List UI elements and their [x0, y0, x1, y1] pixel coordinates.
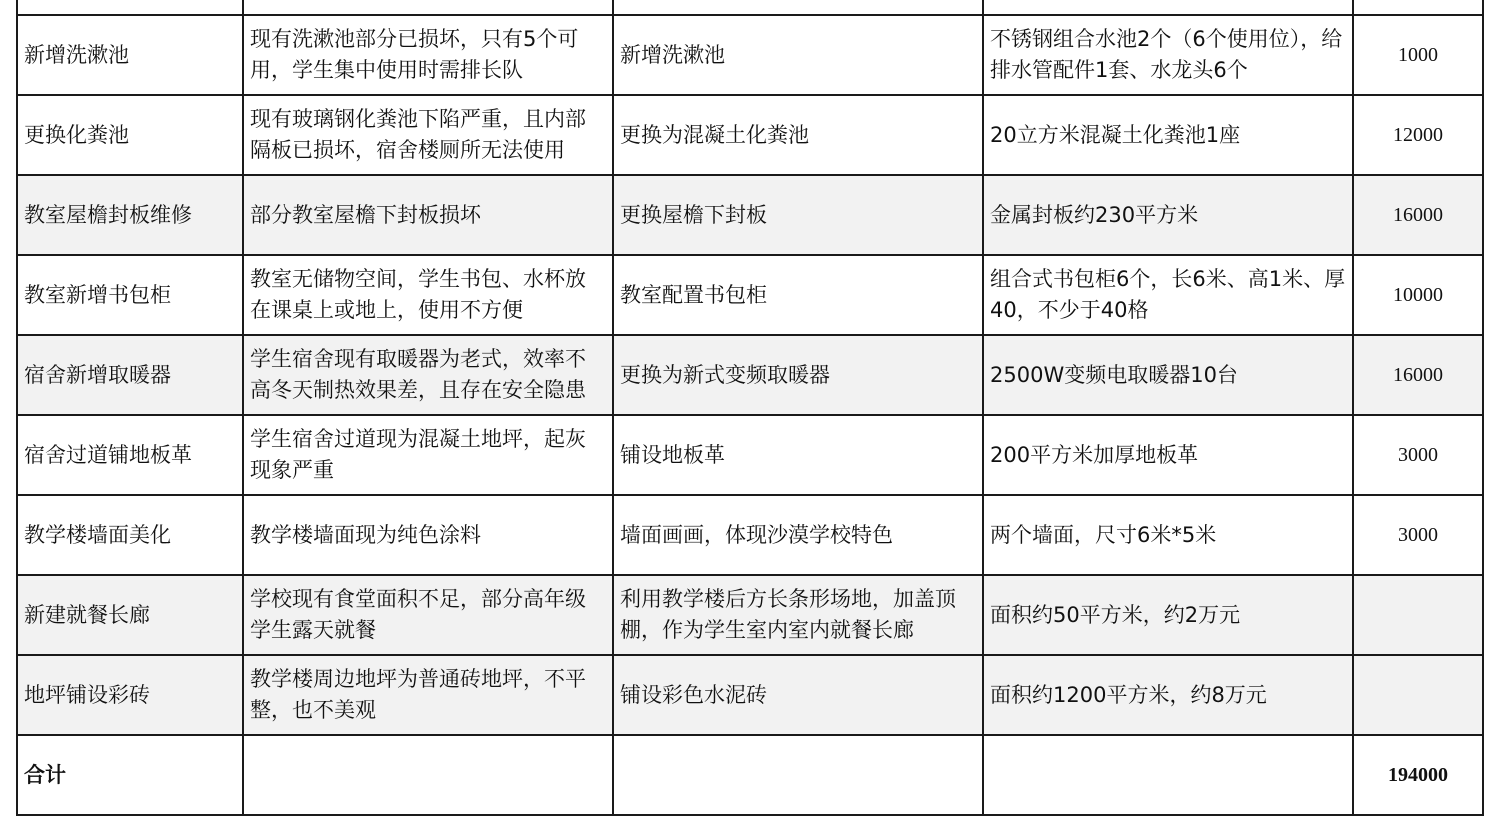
amount-cell: 16000 [1353, 335, 1483, 415]
item-cell: 教室屋檐封板维修 [17, 175, 243, 255]
table-row [17, 335, 1483, 415]
amount-cell: 16000 [1353, 175, 1483, 255]
item-cell: 教学楼墙面美化 [17, 495, 243, 575]
budget-table [16, 0, 1484, 816]
measure-cell: 铺设地板革 [613, 415, 983, 495]
measure-cell: 墙面画画，体现沙漠学校特色 [613, 495, 983, 575]
measure-cell: 更换为新式变频取暖器 [613, 335, 983, 415]
problem-cell: 教学楼周边地坪为普通砖地坪，不平整，也不美观 [243, 655, 613, 735]
problem-cell: 教室无储物空间，学生书包、水杯放在课桌上或地上，使用不方便 [243, 255, 613, 335]
problem-cell: 现有洗漱池部分已损坏，只有5个可用，学生集中使用时需排长队 [243, 15, 613, 95]
problem-cell [243, 0, 613, 15]
total-row [17, 735, 1483, 815]
measure-cell: 教室配置书包柜 [613, 255, 983, 335]
spec-cell [983, 0, 1353, 15]
item-cell: 新增洗漱池 [17, 15, 243, 95]
amount-cell: 3000 [1353, 495, 1483, 575]
table-row [17, 0, 1483, 15]
amount-cell: 10000 [1353, 255, 1483, 335]
measure-cell [613, 0, 983, 15]
spec-cell: 20立方米混凝土化粪池1座 [983, 95, 1353, 175]
total-empty-cell [243, 735, 613, 815]
item-cell: 宿舍新增取暖器 [17, 335, 243, 415]
item-cell: 宿舍过道铺地板革 [17, 415, 243, 495]
spec-cell: 2500W变频电取暖器10台 [983, 335, 1353, 415]
problem-cell: 学生宿舍现有取暖器为老式，效率不高冬天制热效果差，且存在安全隐患 [243, 335, 613, 415]
total-empty-cell [983, 735, 1353, 815]
table-row [17, 255, 1483, 335]
table-row [17, 575, 1483, 655]
item-cell: 新建就餐长廊 [17, 575, 243, 655]
amount-cell: 3000 [1353, 415, 1483, 495]
problem-cell: 学生宿舍过道现为混凝土地坪，起灰现象严重 [243, 415, 613, 495]
problem-cell: 部分教室屋檐下封板损坏 [243, 175, 613, 255]
spec-cell: 面积约1200平方米，约8万元 [983, 655, 1353, 735]
table-row [17, 95, 1483, 175]
spec-cell: 金属封板约230平方米 [983, 175, 1353, 255]
measure-cell: 铺设彩色水泥砖 [613, 655, 983, 735]
spec-cell: 组合式书包柜6个，长6米、高1米、厚40，不少于40格 [983, 255, 1353, 335]
measure-cell: 新增洗漱池 [613, 15, 983, 95]
problem-cell: 教学楼墙面现为纯色涂料 [243, 495, 613, 575]
total-amount-cell: 194000 [1353, 735, 1483, 815]
item-cell: 更换化粪池 [17, 95, 243, 175]
spec-cell: 两个墙面，尺寸6米*5米 [983, 495, 1353, 575]
spec-cell: 面积约50平方米，约2万元 [983, 575, 1353, 655]
table-row [17, 15, 1483, 95]
table-row [17, 495, 1483, 575]
table-body [17, 0, 1483, 815]
amount-cell [1353, 655, 1483, 735]
problem-cell: 学校现有食堂面积不足，部分高年级学生露天就餐 [243, 575, 613, 655]
spec-cell: 200平方米加厚地板革 [983, 415, 1353, 495]
problem-cell: 现有玻璃钢化粪池下陷严重，且内部隔板已损坏，宿舍楼厕所无法使用 [243, 95, 613, 175]
amount-cell: 1000 [1353, 15, 1483, 95]
table-row [17, 415, 1483, 495]
table-row [17, 655, 1483, 735]
measure-cell: 利用教学楼后方长条形场地，加盖顶棚，作为学生室内室内就餐长廊 [613, 575, 983, 655]
item-cell [17, 0, 243, 15]
amount-cell [1353, 575, 1483, 655]
item-cell: 地坪铺设彩砖 [17, 655, 243, 735]
amount-cell: 12000 [1353, 95, 1483, 175]
item-cell: 教室新增书包柜 [17, 255, 243, 335]
spec-cell: 不锈钢组合水池2个（6个使用位），给排水管配件1套、水龙头6个 [983, 15, 1353, 95]
measure-cell: 更换为混凝土化粪池 [613, 95, 983, 175]
measure-cell: 更换屋檐下封板 [613, 175, 983, 255]
total-label-cell: 合计 [17, 735, 243, 815]
table-row [17, 175, 1483, 255]
total-empty-cell [613, 735, 983, 815]
amount-cell [1353, 0, 1483, 15]
